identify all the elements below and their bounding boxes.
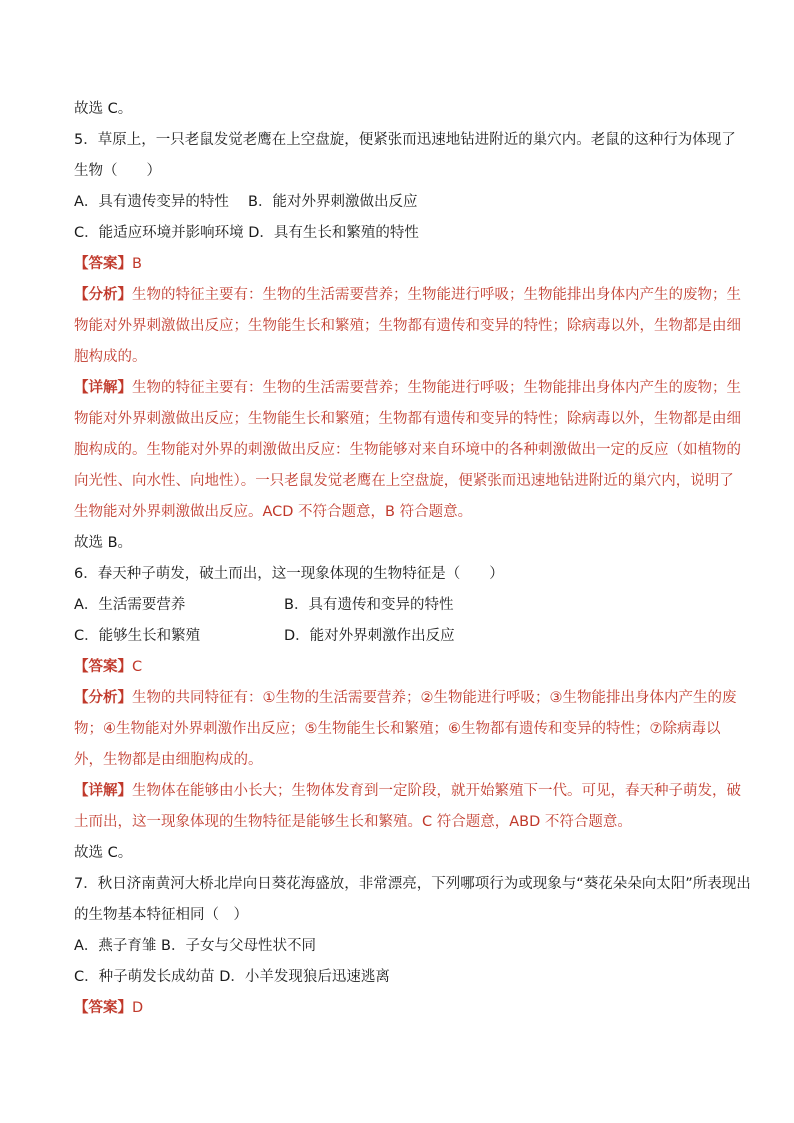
answer-tag: 【答案】 bbox=[74, 659, 132, 675]
q6-conclusion: 故选 C。 bbox=[74, 845, 133, 861]
q6-option-b: B．具有遗传和变异的特性 bbox=[284, 597, 454, 613]
q6-options-row2 bbox=[74, 626, 724, 646]
q5-detail-line5: 生物能对外界刺激做出反应。ACD 不符合题意，B 符合题意。 bbox=[74, 504, 473, 520]
q6-option-d: D．能对外界刺激作出反应 bbox=[284, 628, 455, 644]
q5-stem-line1: 5．草原上，一只老鼠发觉老鹰在上空盘旋，便紧张而迅速地钻进附近的巢穴内。老鼠的这种行为体现了 bbox=[74, 132, 736, 148]
q5-detail-line2: 物能对外界刺激做出反应；生物能生长和繁殖；生物都有遗传和变异的特性；除病毒以外，生物都是由细 bbox=[74, 411, 741, 427]
answer-value: B bbox=[132, 256, 142, 272]
detail-text: 生物体在能够由小长大；生物体发育到一定阶段，就开始繁殖下一代。可见，春天种子萌发，破 bbox=[132, 783, 741, 799]
q5-detail-line3: 胞构成的。生物能对外界的刺激做出反应：生物能够对来自环境中的各种刺激做出一定的反应（如植物的 bbox=[74, 442, 741, 458]
q6-option-c: C．能够生长和繁殖 bbox=[74, 628, 201, 644]
answer-tag: 【答案】 bbox=[74, 256, 132, 272]
q5-detail-line1 bbox=[74, 378, 741, 398]
q7-stem-line1: 7．秋日济南黄河大桥北岸向日葵花海盛放，非常漂亮，下列哪项行为或现象与“葵花朵朵向太阳”所表现出 bbox=[74, 876, 751, 892]
q6-option-a: A．生活需要营养 bbox=[74, 597, 186, 613]
q7-options-line1: A．燕子育雏 B．子女与父母性状不同 bbox=[74, 938, 316, 954]
q5-stem-line2: 生物（ ） bbox=[74, 163, 161, 179]
q7-options-line2: C．种子萌发长成幼苗 D．小羊发现狼后迅速逃离 bbox=[74, 969, 390, 985]
analysis-tag: 【分析】 bbox=[74, 287, 132, 303]
q5-analysis-line3: 胞构成的。 bbox=[74, 349, 147, 365]
q6-analysis-line3: 外，生物都是由细胞构成的。 bbox=[74, 752, 263, 768]
q5-options-line1: A．具有遗传变异的特性 B．能对外界刺激做出反应 bbox=[74, 194, 418, 210]
detail-text: 生物的特征主要有：生物的生活需要营养；生物能进行呼吸；生物能排出身体内产生的废物；生 bbox=[132, 380, 741, 396]
q6-detail-line1 bbox=[74, 781, 741, 801]
q6-analysis-line1 bbox=[74, 688, 737, 708]
q4-conclusion: 故选 C。 bbox=[74, 101, 133, 117]
answer-value: C bbox=[132, 659, 143, 675]
answer-value: D bbox=[132, 1000, 144, 1016]
q7-answer bbox=[74, 998, 724, 1018]
q6-detail-line2: 土而出，这一现象体现的生物特征是能够生长和繁殖。C 符合题意，ABD 不符合题意。 bbox=[74, 814, 632, 830]
q6-answer bbox=[74, 657, 724, 677]
q5-conclusion: 故选 B。 bbox=[74, 535, 133, 551]
q6-stem: 6．春天种子萌发，破土而出，这一现象体现的生物特征是（ ） bbox=[74, 566, 504, 582]
q6-options-row1 bbox=[74, 595, 724, 615]
q5-answer bbox=[74, 254, 724, 274]
detail-tag: 【详解】 bbox=[74, 783, 132, 799]
q5-options-line2: C．能适应环境并影响环境 D．具有生长和繁殖的特性 bbox=[74, 225, 419, 241]
document-content bbox=[74, 99, 751, 1029]
analysis-text: 生物的特征主要有：生物的生活需要营养；生物能进行呼吸；生物能排出身体内产生的废物；生 bbox=[132, 287, 741, 303]
q5-analysis-line2: 物能对外界刺激做出反应；生物能生长和繁殖；生物都有遗传和变异的特性；除病毒以外，生物都是由细 bbox=[74, 318, 741, 334]
analysis-text: 生物的共同特征有：①生物的生活需要营养；②生物能进行呼吸；③生物能排出身体内产生的废 bbox=[132, 690, 737, 706]
q6-analysis-line2: 物；④生物能对外界刺激作出反应；⑤生物能生长和繁殖；⑥生物都有遗传和变异的特性；⑦除病毒以 bbox=[74, 721, 721, 737]
q5-analysis-line1 bbox=[74, 285, 741, 305]
q7-stem-line2: 的生物基本特征相同（ ） bbox=[74, 907, 248, 923]
answer-tag: 【答案】 bbox=[74, 1000, 132, 1016]
analysis-tag: 【分析】 bbox=[74, 690, 132, 706]
detail-tag: 【详解】 bbox=[74, 380, 132, 396]
q5-detail-line4: 向光性、向水性、向地性）。一只老鼠发觉老鹰在上空盘旋，便紧张而迅速地钻进附近的巢穴内，说明了 bbox=[74, 473, 734, 489]
